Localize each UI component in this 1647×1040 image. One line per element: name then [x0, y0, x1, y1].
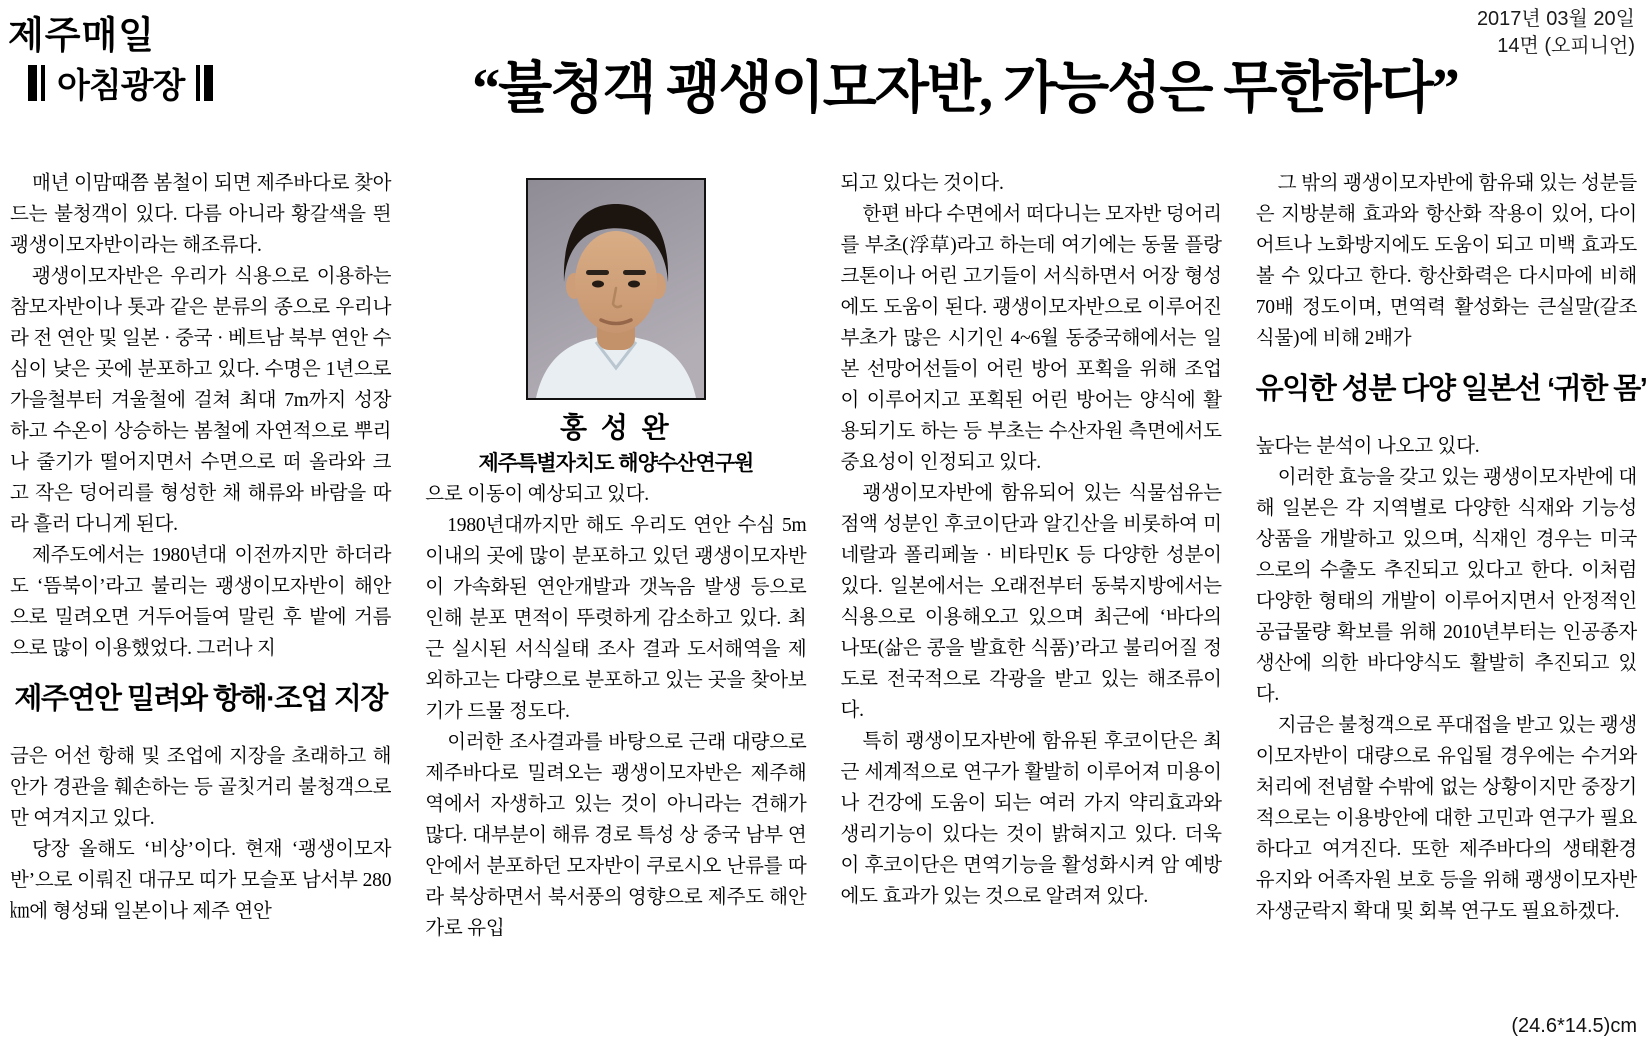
paragraph: 높다는 분석이 나오고 있다. [1255, 436, 1480, 457]
paragraph: 당장 올해도 ‘비상’이다. 현재 ‘괭생이모자반’으로 이뤄진 대규모 띠가 모슬포 남서부 280㎞에 형성돼 일본이나 제주 연안 [10, 839, 392, 922]
paragraph: 금은 어선 항해 및 조업에 지장을 초래하고 해안가 경관을 훼손하는 등 골칫거리 불청객으로만 여겨지고 있다. [10, 746, 392, 829]
author-affiliation: 제주특별자치도 해양수산연구원 [478, 452, 754, 475]
paragraph: 지금은 불청객으로 푸대접을 받고 있는 괭생이모자반이 대량으로 유입될 경우에는 수거와 처리에 전념할 수밖에 없는 상황이지만 중장기적으로는 이용방안에 대한 고민과 연구가 필요하다고 여겨진다. 또한 제주바다의 생태환경 유지와 어족자원 보호 등을 위해 괭생이모자반 자생군락지 확대 및 회복 연구도 필요하겠다. [1255, 715, 1637, 922]
double-bar-icon [28, 65, 45, 101]
issue-date: 2017년 03월 20일 [1476, 8, 1635, 30]
paragraph: 특히 괭생이모자반에 함유된 후코이단은 최근 세계적으로 연구가 활발히 이루어져 미용이나 건강에 도움이 되는 여러 가지 약리효과와 생리기능이 있다는 것이 밝혀지고 있다. 더욱이 후코이단은 면역기능을 활성화시켜 암 예방에도 효과가 있는 것으로 알려져 있다. [840, 731, 1222, 907]
newspaper-logo: 제주매일 [8, 14, 155, 57]
column-3 [841, 168, 1222, 944]
paragraph: 그 밖의 괭생이모자반에 함유돼 있는 성분들은 지방분해 효과와 항산화 작용이 있어, 다이어트나 노화방지에도 도움이 되고 미백 효과도 볼 수 있다고 한다. 항산화력은 다시마에 비해 70배 정도이며, 면역력 활성화는 큰실말(갈조식물)에 비해 2배가 [1255, 173, 1637, 349]
section-title: 아침광장 [57, 67, 185, 105]
paragraph: 이러한 효능을 갖고 있는 괭생이모자반에 대해 일본은 각 지역별로 다양한 식재와 기능성 상품을 개발하고 있으며, 식재인 경우는 미국으로의 수출도 추진되고 있다고 한다. 이처럼 다양한 형태의 개발이 이루어지면서 안정적인 공급물량 확보를 위해 2010년부터는 인공종자 생산에 의한 바다양식도 활발히 추진되고 있다. [1255, 467, 1637, 705]
paragraph: 되고 있다는 것이다. [840, 173, 1004, 194]
section-label [28, 58, 213, 107]
page-number-section: 14면 (오피니언) [1497, 35, 1635, 57]
paragraph: 한편 바다 수면에서 떠다니는 모자반 덩어리를 부초(浮草)라고 하는데 여기에는 동물 플랑크톤이나 어린 고기들이 서식하면서 어장 형성에도 도움이 된다. 괭생이모자반으로 이루어진 부초가 많은 시기인 4~6월 동중국해에서는 일본 선망어선들이 어린 방어 포획을 위해 조업이 이루어지고 포획된 어린 방어는 양식에 활용되기도 하는 등 부초는 수산자원 측면에서도 중요성이 인정되고 있다. [840, 204, 1222, 473]
paragraph: 괭생이모자반은 우리가 식용으로 이용하는 참모자반이나 톳과 같은 분류의 종으로 우리나라 전 연안 및 일본 · 중국 · 베트남 북부 연안 수심이 낮은 곳에 분포하고 있다. 수명은 1년으로 가을철부터 겨울철에 걸쳐 최대 7m까지 성장하고 수온이 상승하는 봄철에 자연적으로 뿌리나 줄기가 떨어지면서 수면으로 떠 올라와 크고 작은 덩어리를 형성한 채 해류와 바람을 따라 흘러 다니게 된다. [10, 266, 392, 535]
paragraph: 괭생이모자반에 함유되어 있는 식물섬유는 점액 성분인 후코이단과 알긴산을 비롯하여 미네랄과 폴리페놀 · 비타민K 등 다양한 성분이 있다. 일본에서는 오래전부터 동북지방에서는 식용으로 이용해오고 있으며 최근에 ‘바다의 나또(삶은 콩을 발효한 식품)’라고 불리어질 정도로 전국적으로 각광을 받고 있는 해조류이다. [840, 483, 1222, 721]
author-photo [526, 178, 706, 400]
paragraph: 이러한 조사결과를 바탕으로 근래 대량으로 제주바다로 밀려오는 괭생이모자반은 제주해역에서 자생하고 있는 것이 아니라는 견해가 많다. 대부분이 해류 경로 특성 상 중국 남부 연안에서 분포하던 모자반이 쿠로시오 난류를 따라 북상하면서 북서풍의 영향으로 제주도 해안가로 유입 [425, 732, 807, 939]
print-size-note: (24.6*14.5)cm [1511, 1015, 1637, 1037]
subheading-coast-disruption: 제주연안 밀려와 항해·조업 지장 [14, 683, 387, 715]
paragraph: 으로 이동이 예상되고 있다. [425, 484, 649, 505]
paragraph: 제주도에서는 1980년대 이전까지만 하더라도 ‘뜸북이’라고 불리는 괭생이모자반이 해안으로 밀려오면 거두어들여 말린 후 밭에 거름으로 많이 이용했었다. 그러나 지 [10, 545, 392, 659]
subheading-valuable-in-japan: 유익한 성분 다양 일본선 ‘귀한 몸’ [1255, 373, 1647, 405]
column-1 [10, 168, 391, 944]
paragraph: 매년 이맘때쯤 봄철이 되면 제주바다로 찾아드는 불청객이 있다. 다름 아니라 황갈색을 띈 괭생이모자반이라는 해조류다. [10, 173, 392, 256]
article-body [10, 168, 1647, 944]
column-2 [425, 168, 806, 944]
portrait-illustration [528, 180, 704, 398]
double-bar-icon [196, 65, 213, 101]
article-headline: “불청객 괭생이모자반, 가능성은 무한하다” [472, 58, 1458, 120]
author-name: 홍 성 완 [560, 412, 672, 443]
paragraph: 1980년대까지만 해도 우리도 연안 수심 5m이내의 곳에 많이 분포하고 있던 괭생이모자반이 가속화된 연안개발과 갯녹음 발생 등으로 인해 분포 면적이 뚜렷하게 감소하고 있다. 최근 실시된 서식실태 조사 결과 도서해역을 제외하고는 다량으로 분포하고 있는 곳을 찾아보기가 드물 정도다. [425, 515, 807, 722]
column-4 [1255, 168, 1647, 944]
